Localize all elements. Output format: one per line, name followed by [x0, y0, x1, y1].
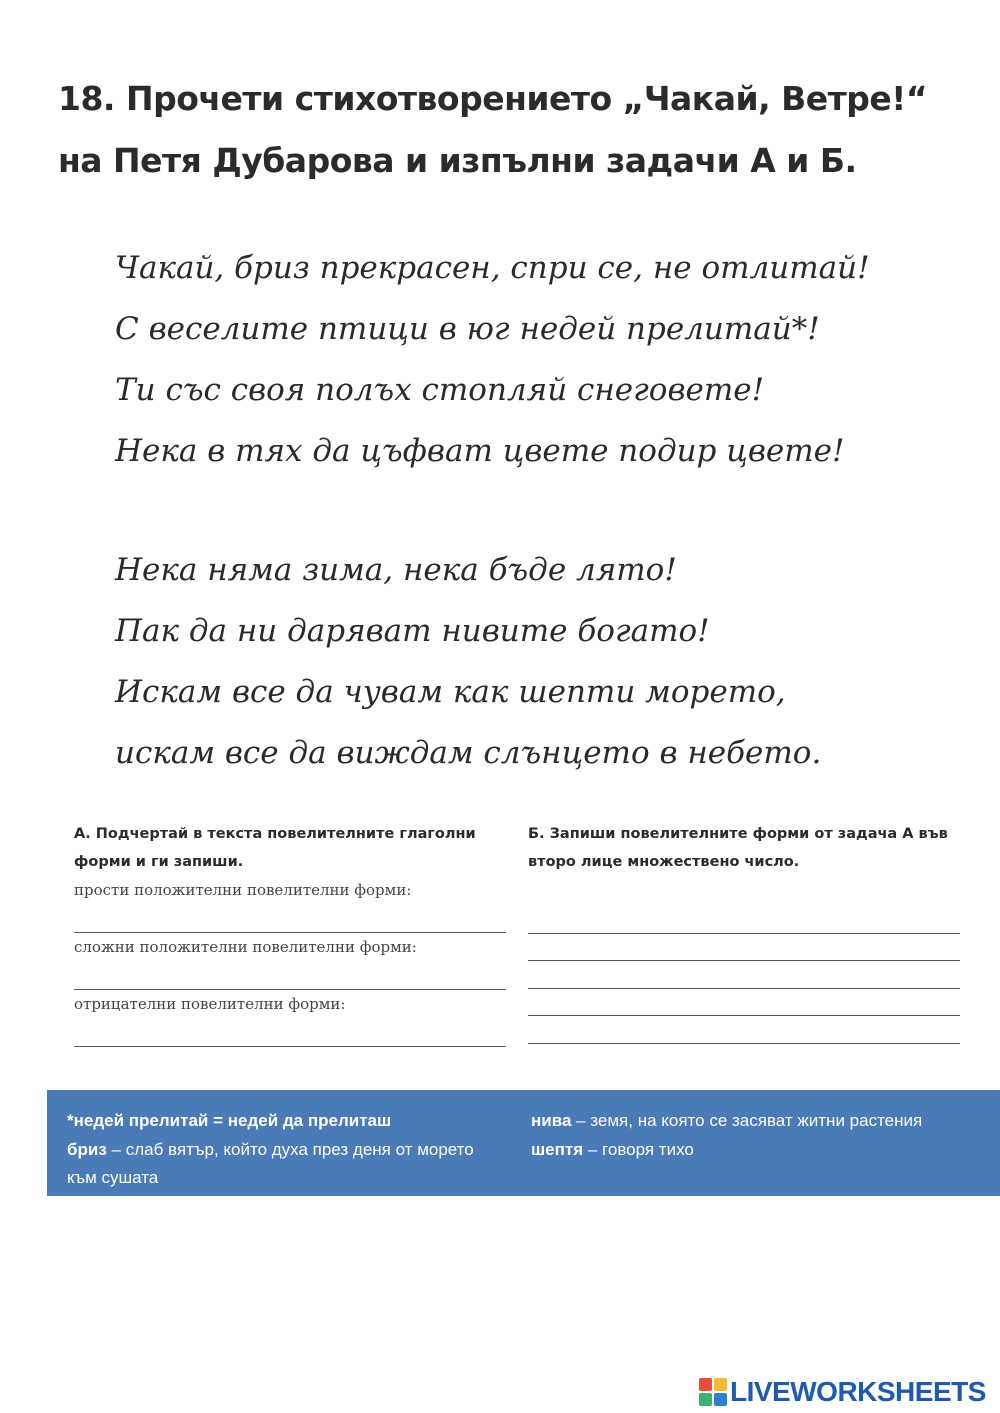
glossary-entry [531, 1136, 971, 1165]
poem-line: Чакай, бриз прекрасен, спри се, не отлитай! [115, 250, 870, 286]
task-b [528, 820, 960, 1044]
poem [115, 238, 870, 784]
poem-line: Искам все да чувам как шепти морето, [115, 674, 786, 710]
glossary-left-column [67, 1107, 487, 1193]
poem-line: Нека в тях да цъфват цвете подир цвете! [115, 433, 845, 469]
exercise-title [58, 68, 978, 192]
task-b-heading: Б. Запиши повелителните форми от задача А във второ лице множествено число. [528, 826, 948, 870]
negative-forms-label: отрицателни повелителни форми: [74, 995, 346, 1013]
compound-forms-label: сложни положителни повелителни форми: [74, 938, 417, 956]
task-b-answer-line[interactable] [528, 989, 960, 1017]
poem-line: искам все да виждам слънцето в небето. [115, 735, 822, 771]
poem-line: Пак да ни даряват нивите богато! [115, 613, 710, 649]
title-line-1: 18. Прочети стихотворението „Чакай, Ветре!“ [58, 79, 928, 118]
glossary-definition: – земя, на която се засяват житни растения [571, 1111, 923, 1130]
poem-line: С веселите птици в юг недей прелитай*! [115, 311, 820, 347]
glossary-entry [67, 1107, 487, 1136]
compound-forms-answer-line[interactable] [74, 961, 506, 990]
task-b-answer-line[interactable] [528, 906, 960, 934]
stanza-gap [115, 482, 870, 540]
glossary-term: нива [531, 1111, 572, 1130]
glossary-right-column [531, 1107, 971, 1164]
glossary-entry [67, 1136, 487, 1193]
glossary-term: *недей прелитай = недей да прелиташ [67, 1111, 392, 1130]
task-b-answer-lines [528, 906, 960, 1044]
liveworksheets-brand[interactable] [698, 1374, 986, 1410]
task-a [74, 820, 506, 1047]
task-a-heading: А. Подчертай в текста повелителните глаголни форми и ги запиши. [74, 826, 476, 870]
glossary-box [47, 1090, 1000, 1196]
brand-name: LIVEWORKSHEETS [730, 1376, 986, 1407]
glossary-term: бриз [67, 1139, 107, 1159]
task-b-answer-line[interactable] [528, 934, 960, 962]
simple-forms-answer-line[interactable] [74, 904, 506, 933]
simple-forms-label: прости положителни повелителни форми: [74, 881, 412, 899]
glossary-definition: – слаб вятър, който духа през деня от морето към сушата [67, 1139, 474, 1187]
poem-line: Нека няма зима, нека бъде лято! [115, 552, 677, 588]
title-line-2: на Петя Дубарова и изпълни задачи А и Б. [58, 141, 857, 180]
glossary-definition: – говоря тихо [583, 1139, 694, 1159]
task-b-answer-line[interactable] [528, 1016, 960, 1044]
poem-line: Ти със своя полъх стопляй снеговете! [115, 372, 765, 408]
glossary-entry [531, 1107, 971, 1136]
negative-forms-answer-line[interactable] [74, 1018, 506, 1047]
glossary-term: шептя [531, 1139, 584, 1159]
task-b-answer-line[interactable] [528, 961, 960, 989]
liveworksheets-logo-icon [698, 1377, 728, 1407]
